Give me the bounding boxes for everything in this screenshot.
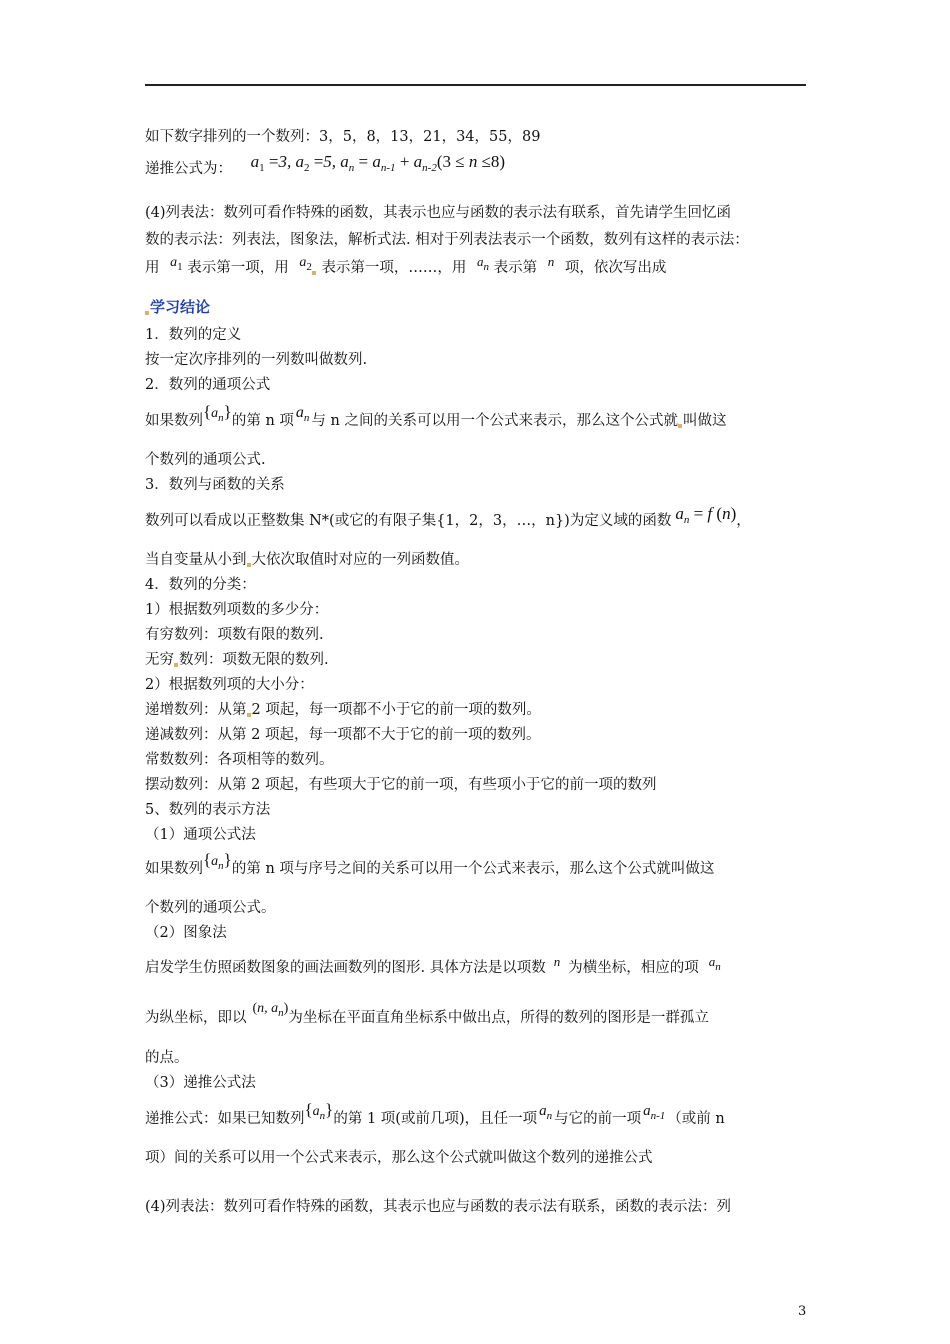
section-5-graph-text — [145, 954, 721, 983]
recurrence-label: 递推公式为： — [145, 161, 232, 177]
math-sequence-an: $\{a_n\}$ — [203, 850, 232, 872]
section-4-item: 2）根据数列项的大小分： — [145, 677, 314, 693]
text-fragment: 数列：项数无限的数列. — [179, 652, 329, 668]
text-fragment: 表示第一项，……，用 — [321, 260, 467, 276]
text-fragment: 与 n 之间的关系可以用一个公式来表示，那么这个公式就 — [311, 413, 678, 429]
marker-dot — [145, 311, 149, 315]
section-5-graph-text-end: 的点。 — [145, 1050, 189, 1066]
recurrence-formula: $a_1 =3$, $a_2 =5$, $a_n = a_{n-1} + a_{n-2}(3 \le n \le 8)$ — [250, 152, 506, 174]
page-number: 3 — [798, 1304, 807, 1319]
text-fragment: 与它的前一项 — [554, 1111, 642, 1127]
section-5-sub: （2）图象法 — [145, 925, 227, 941]
text-fragment: 数列可以看成以正整数集 N*(或它的有限子集{1，2，3，…，n})为定义域的函数 — [145, 513, 672, 529]
section-4-item: 常数数列：各项相等的数列。 — [145, 752, 334, 768]
section-4-item: 递减数列：从第 2 项起，每一项都不大于它的前一项的数列。 — [145, 727, 541, 743]
section-2-text — [145, 402, 727, 436]
paragraph-list-method-1: (4)列表法：数列可看作特殊的函数，其表示也应与函数的表示法有联系，首先请学生回忆函 — [145, 205, 732, 221]
text-fragment: 如果数列 — [145, 413, 203, 429]
paragraph-list-method-3 — [145, 254, 667, 283]
section-4-item — [145, 700, 541, 720]
math-function: $a_n = f$ (n) — [675, 504, 737, 526]
text-fragment: 启发学生仿照函数图象的画法画数列的图形. 具体方法是以项数 — [145, 960, 546, 976]
text-fragment: 如果数列 — [145, 861, 203, 877]
section-5-graph-text-cont — [145, 1001, 709, 1033]
math-n: n — [547, 254, 555, 269]
section-3-text-cont — [145, 550, 469, 570]
text-fragment: 项，依次写出成 — [564, 260, 667, 276]
marker-dot — [247, 563, 251, 567]
math-an: $a_n$ — [477, 254, 490, 273]
section-5-sub: （1）通项公式法 — [145, 827, 256, 843]
text-fragment: 的第 1 项(或前几项)，且任一项 — [333, 1111, 538, 1127]
section-1-text: 按一定次序排列的一列数叫做数列. — [145, 352, 368, 368]
text-fragment: 递增数列：从第 — [145, 702, 247, 718]
math-an-minus-1: $a_{n-1}$ — [643, 1103, 666, 1122]
math-a2: $a_2$ — [299, 255, 312, 273]
text-fragment: 无穷 — [145, 652, 174, 668]
section-5-recurrence-text — [145, 1100, 725, 1134]
section-4-title: 4．数列的分类： — [145, 577, 256, 593]
text-fragment: 为横坐标，相应的项 — [568, 960, 699, 976]
section-5-text-cont: 个数列的通项公式。 — [145, 900, 276, 916]
section-5-recurrence-text-cont: 项）间的关系可以用一个公式来表示，那么这个公式就叫做这个数列的递推公式 — [145, 1150, 653, 1166]
marker-dot — [174, 663, 178, 667]
text-fragment: 的第 n 项 — [231, 413, 294, 429]
text-fragment: 为坐标在平面直角坐标系中做出点，所得的数列的图形是一群孤立 — [288, 1010, 709, 1026]
text-fragment: ， — [736, 513, 751, 529]
text-fragment: 当自变量从小到 — [145, 552, 247, 568]
text-fragment: 递推公式：如果已知数列 — [145, 1111, 305, 1127]
paragraph-list-method-2: 数的表示法：列表法，图象法，解析式法. 相对于列表法表示一个函数，数列有这样的表示法： — [145, 232, 749, 248]
recurrence-line — [145, 152, 506, 184]
section-heading — [145, 297, 210, 318]
text-fragment: （或前 n — [667, 1111, 725, 1127]
math-an: $a_n$ — [295, 404, 310, 424]
text-fragment: 表示第一项，用 — [187, 260, 289, 276]
text-fragment: 2 项起，每一项都不小于它的前一项的数列。 — [251, 702, 541, 718]
header-rule — [145, 84, 806, 86]
section-1-title: 1．数列的定义 — [145, 327, 242, 343]
section-3-text — [145, 504, 751, 536]
math-sequence-an: $\{a_n\}$ — [304, 1100, 334, 1122]
math-an: $a_n$ — [708, 954, 721, 973]
text-fragment: 用 — [145, 260, 160, 276]
text-fragment: 大依次取值时对应的一列函数值。 — [251, 552, 469, 568]
marker-dot — [678, 424, 682, 428]
section-4-item — [145, 650, 329, 670]
text-fragment: 为纵坐标，即以 — [145, 1010, 247, 1026]
section-5-list-method: (4)列表法：数列可看作特殊的函数，其表示也应与函数的表示法有联系，函数的表示法：列 — [145, 1199, 732, 1215]
section-3-title: 3．数列与函数的关系 — [145, 477, 285, 493]
section-4-item: 摆动数列：从第 2 项起，有些项大于它的前一项，有些项小于它的前一项的数列 — [145, 777, 657, 793]
heading-text: 学习结论 — [150, 298, 211, 316]
math-n: n — [553, 954, 561, 969]
section-5-title: 5、数列的表示方法 — [145, 802, 271, 818]
math-sequence-an: $\{a_n\}$ — [203, 402, 232, 424]
math-a1: $a_1$ — [170, 255, 183, 273]
text-fragment: 表示第 — [493, 260, 538, 276]
marker-dot — [247, 713, 251, 717]
section-5-sub: （3）递推公式法 — [145, 1075, 256, 1091]
paragraph-sequence-example: 如下数字排列的一个数列：3，5，8，13，21，34，55，89 — [145, 129, 541, 145]
math-an: $a_n$ — [539, 1103, 553, 1122]
section-5-text — [145, 850, 715, 884]
text-fragment: 的第 n 项与序号之间的关系可以用一个公式来表示，那么这个公式就叫做这 — [231, 861, 715, 877]
section-4-item: 1）根据数列项数的多少分： — [145, 602, 329, 618]
section-2-text-cont: 个数列的通项公式. — [145, 452, 266, 468]
math-point: (n, $a_n$) — [252, 1001, 289, 1019]
text-fragment: 叫做这 — [682, 413, 727, 429]
section-2-title: 2．数列的通项公式 — [145, 377, 271, 393]
marker-dot — [312, 271, 316, 275]
section-4-item: 有穷数列：项数有限的数列. — [145, 627, 324, 643]
